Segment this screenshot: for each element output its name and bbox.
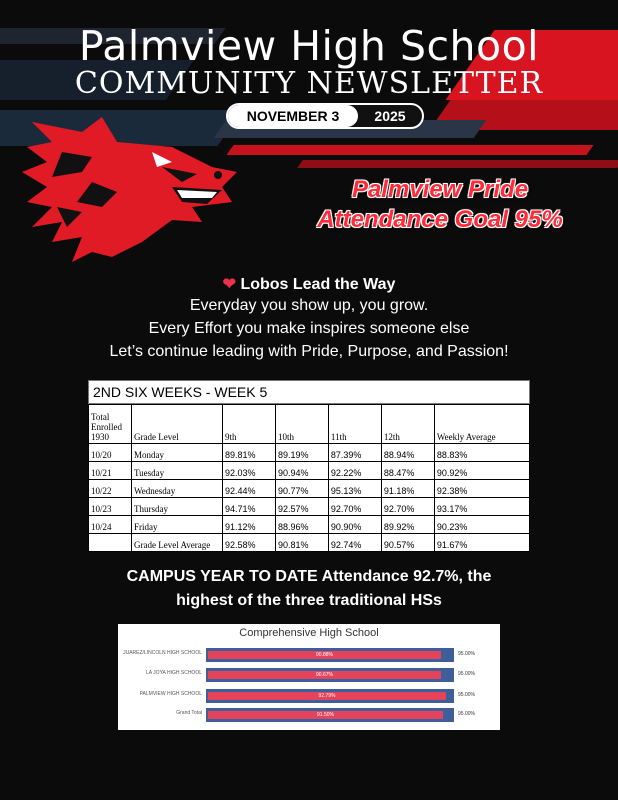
table-row [89,444,530,462]
table-cell: 95.13% [328,480,381,498]
chart-goal-bar [206,648,454,662]
table-cell: Friday [132,516,223,534]
chart-value-bar [208,671,441,679]
table-cell: 92.22% [328,462,381,480]
decor-stripe [297,160,618,168]
table-cell: 93.17% [434,498,529,516]
chart-goal-bar [206,689,454,703]
table-cell: 88.83% [434,444,529,462]
chart-value-bar [208,651,441,659]
pride-heading: Palmview Pride [351,176,529,203]
table-cell: 92.03% [223,462,276,480]
newsletter-title: COMMUNITY NEWSLETTER [74,66,544,101]
table-cell: 10/20 [89,444,132,462]
table-cell: 92.58% [223,534,276,552]
chart-row [122,687,496,707]
table-cell: Tuesday [132,462,223,480]
chart-value-label: 92.79% [318,693,336,699]
table-cell: 89.81% [223,444,276,462]
table-cell: 89.92% [381,516,434,534]
table-cell: 90.81% [275,534,328,552]
table-cell: 92.57% [275,498,328,516]
table-header: Weekly Average [434,405,529,444]
lead-line: Everyday you show up, you grow. [189,297,429,314]
chart-category-label: PALMVIEW HIGH SCHOOL [139,691,202,697]
table-cell: 92.70% [328,498,381,516]
heart-icon: ❤ [222,276,236,293]
lead-heading [0,274,618,294]
table-cell: 91.18% [381,480,434,498]
chart-goal-label: 95.00% [458,692,475,698]
table-row [89,534,530,552]
lead-section [0,274,618,363]
chart-goal-bar [206,708,454,722]
table-cell: 91.67% [434,534,529,552]
decor-stripe [226,145,593,155]
table-row [89,480,530,498]
table-cell: 92.38% [434,480,529,498]
table-cell: 90.23% [434,516,529,534]
chart-row [122,646,496,666]
chart-row [122,706,496,726]
chart-category-label: JUAREZ/LINCOLN HIGH SCHOOL [123,650,202,656]
table-cell: 88.96% [275,516,328,534]
chart-value-label: 90.67% [316,672,333,678]
table-cell: 10/23 [89,498,132,516]
table-cell: 90.92% [434,462,529,480]
table-cell: 10/21 [89,462,132,480]
school-title: Palmview High School [78,22,540,70]
table-cell: 94.71% [223,498,276,516]
table-header: 12th [381,405,434,444]
campus-ytd-text [0,565,618,613]
table-cell: 89.19% [275,444,328,462]
chart-category-label: Grand Total [176,710,202,716]
chart-goal-bar [206,668,454,682]
table-header: 10th [275,405,328,444]
date-month: NOVEMBER 3 [228,105,358,127]
table-row [89,462,530,480]
table-cell: Wednesday [132,480,223,498]
table-header: Total Enrolled 1930 [89,405,132,444]
table-cell: 92.74% [328,534,381,552]
table-cell: 10/22 [89,480,132,498]
table-cell: Monday [132,444,223,462]
attendance-goal-heading: Attendance Goal 95% [317,206,563,233]
chart-category-label: LA JOYA HIGH SCHOOL [145,670,202,676]
chart-title: Comprehensive High School [239,627,379,639]
table-cell [89,534,132,552]
table-cell: 88.47% [381,462,434,480]
lead-line: Every Effort you make inspires someone else [148,320,470,337]
date-year: 2025 [374,108,406,124]
lead-line: Let’s continue leading with Pride, Purpose, and Passion! [109,343,509,360]
date-pill [226,103,424,129]
table-cell: 88.94% [381,444,434,462]
table-cell: 87.39% [328,444,381,462]
table-cell: 90.90% [328,516,381,534]
chart-value-label: 91.50% [317,712,334,718]
table-cell: 90.94% [275,462,328,480]
table-header: Grade Level [132,405,223,444]
chart-row [122,666,496,686]
table-cell: 92.70% [381,498,434,516]
table-cell: 91.12% [223,516,276,534]
table-cell: Grade Level Average [132,534,223,552]
campus-line: highest of the three traditional HSs [176,592,442,609]
chart-goal-label: 95.00% [458,671,475,677]
table-cell: 10/24 [89,516,132,534]
chart-value-label: 90.88% [316,652,333,658]
chart-goal-label: 95.00% [458,711,475,717]
table-cell: Thursday [132,498,223,516]
table-row [89,498,530,516]
chart-value-bar [208,711,443,719]
attendance-grid [88,404,530,552]
table-row [89,516,530,534]
attendance-table [88,380,530,552]
table-header: 11th [328,405,381,444]
chart-value-bar [208,692,446,700]
wolf-mascot-logo [22,112,242,262]
table-cell: 92.44% [223,480,276,498]
table-cell: 90.77% [275,480,328,498]
table-title: 2ND SIX WEEKS - WEEK 5 [88,380,530,404]
attendance-chart [118,624,500,730]
table-header: 9th [223,405,276,444]
lead-heading-text: Lobos Lead the Way [240,276,396,293]
campus-line: CAMPUS YEAR TO DATE Attendance 92.7%, the [126,568,492,585]
chart-goal-label: 95.00% [458,651,475,657]
table-cell: 90.57% [381,534,434,552]
